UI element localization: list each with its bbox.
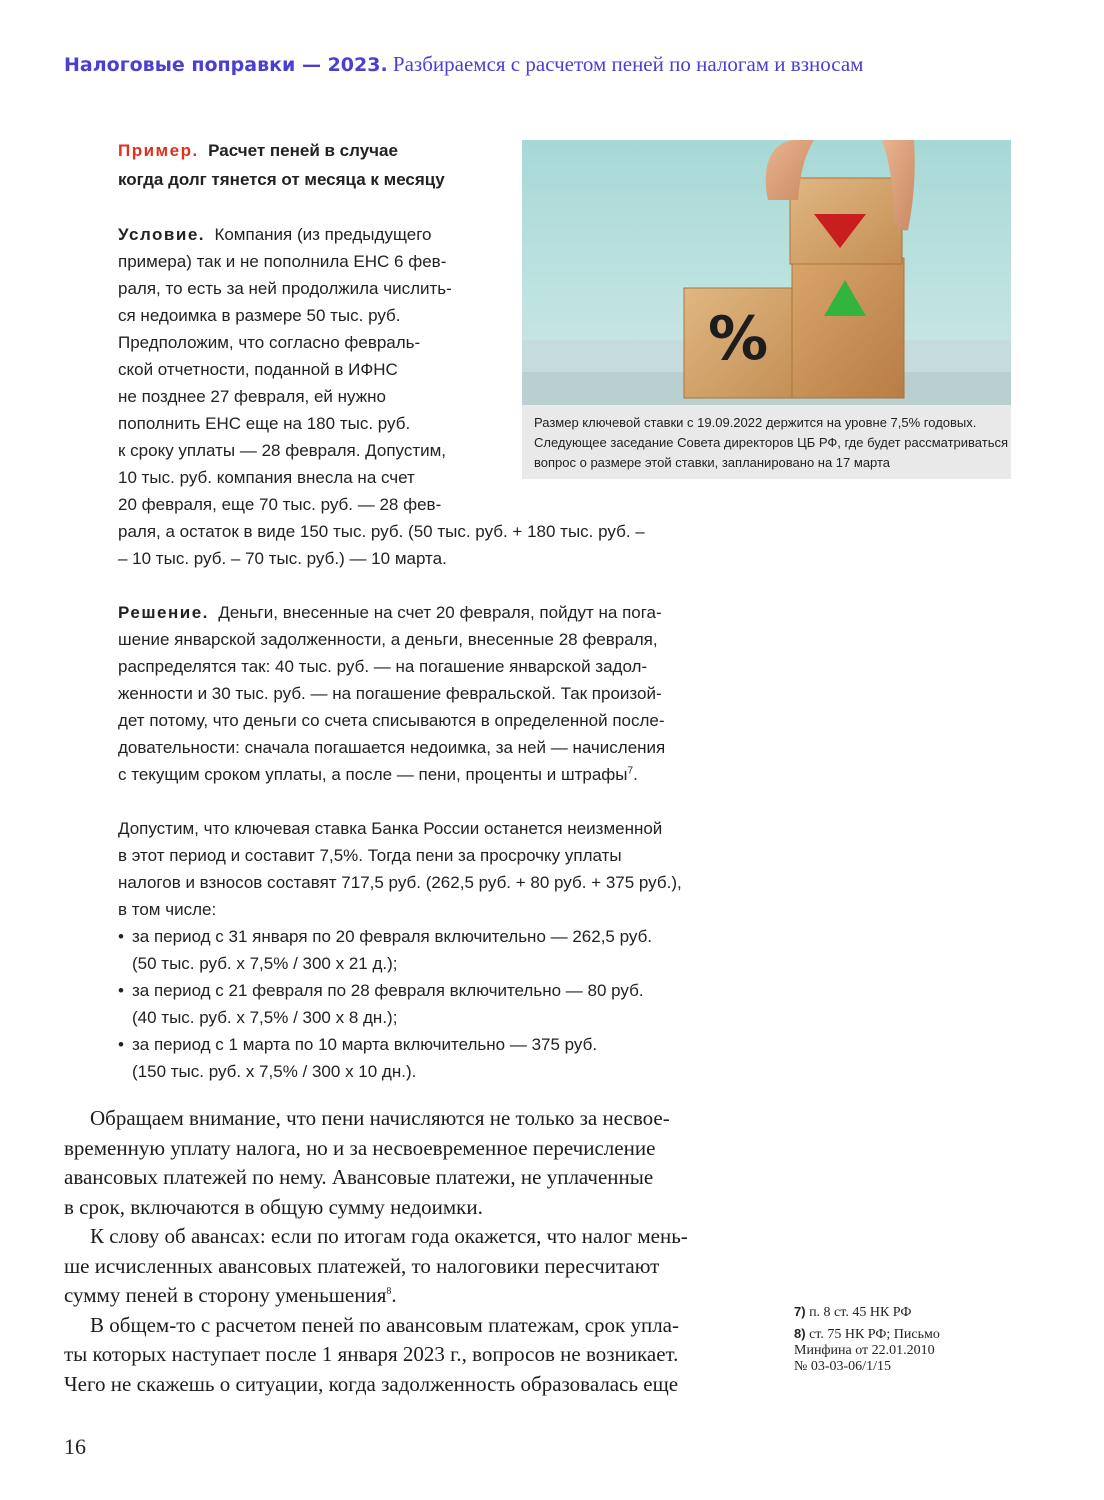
- body-line: авансовых платежей по нему. Авансовые платежи, не уплаченные: [64, 1165, 654, 1189]
- solution-line: женности и 30 тыс. руб. — на погашение февральской. Так произой-: [118, 684, 662, 703]
- bullet-item-cont: (150 тыс. руб. х 7,5% / 300 х 10 дн.).: [132, 1062, 417, 1081]
- calc-line: в том числе:: [118, 900, 217, 919]
- solution-label: Решение.: [118, 603, 209, 622]
- example-title-line-2: когда долг тянется от месяца к месяцу: [118, 170, 445, 189]
- calc-line: в этот период и составит 7,5%. Тогда пени за просрочку уплаты: [118, 846, 622, 865]
- condition-line: пополнить ЕНС еще на 180 тыс. руб.: [118, 414, 411, 433]
- footnote-ref-7: 7: [627, 765, 634, 777]
- bullet-dot-icon: •: [118, 927, 124, 946]
- body-line: временную уплату налога, но и за несвоевременное перечисление: [64, 1135, 656, 1160]
- key-rate-photo: [522, 140, 1011, 405]
- condition-line: ской отчетности, поданной в ИФНС: [118, 360, 398, 379]
- body-line: Обращаем внимание, что пени начисляются не только за несвое-: [90, 1106, 670, 1130]
- bullet-dot-icon: •: [118, 1035, 124, 1054]
- solution-line: Решение. Деньги, внесенные на счет 20 февраля, пойдут на пога-: [118, 603, 662, 622]
- caption-line: Размер ключевой ставки с 19.09.2022 держится на уровне 7,5% годовых.: [534, 415, 977, 430]
- solution-line: шение январской задолженности, а деньги, внесенные 28 февраля,: [118, 630, 658, 649]
- body-line: в срок, включаются в общую сумму недоимки.: [64, 1194, 483, 1219]
- condition-line: примера) так и не пополнила ЕНС 6 фев-: [118, 252, 447, 271]
- footnote-8-line: Минфина от 22.01.2010: [794, 1343, 935, 1358]
- condition-line: 10 тыс. руб. компания внесла на счет: [118, 468, 415, 487]
- example-label: Пример.: [118, 141, 199, 160]
- condition-line: 20 февраля, еще 70 тыс. руб. — 28 фев-: [118, 495, 442, 514]
- percent-symbol: %: [708, 304, 769, 374]
- photo-caption: [522, 405, 1011, 479]
- condition-line: Условие. Компания (из предыдущего: [118, 225, 432, 244]
- bullet-item-cont: (50 тыс. руб. х 7,5% / 300 х 21 д.);: [132, 954, 398, 973]
- footnote-8: 8) ст. 75 НК РФ; Письмо: [794, 1326, 940, 1342]
- condition-line: ся недоимка в размере 50 тыс. руб.: [118, 306, 401, 325]
- footnote-ref-8: 8: [386, 1286, 392, 1297]
- page-number: 16: [64, 1434, 86, 1459]
- body-line: В общем-то с расчетом пеней по авансовым платежам, срок упла-: [90, 1312, 679, 1337]
- solution-line: распределятся так: 40 тыс. руб. — на погашение январской задол-: [118, 657, 648, 676]
- footnotes: [794, 1304, 994, 1375]
- body-line: К слову об авансах: если по итогам года окажется, что налог мень-: [90, 1224, 688, 1248]
- bullet-item: • за период с 31 января по 20 февраля включительно — 262,5 руб.: [118, 923, 758, 950]
- header-title-rest: Разбираемся с расчетом пеней по налогам и взносам: [392, 52, 864, 76]
- calc-line: Допустим, что ключевая ставка Банка России останется неизменной: [118, 819, 663, 838]
- condition-line: Предположим, что согласно февраль-: [118, 333, 421, 352]
- body-line: Чего не скажешь о ситуации, когда задолженность образовалась еще: [64, 1371, 679, 1396]
- condition-line: раля, а остаток в виде 150 тыс. руб. (50 тыс. руб. + 180 тыс. руб. –: [118, 522, 645, 541]
- solution-line: дет потому, что деньги со счета списываются в определенной после-: [118, 711, 665, 730]
- caption-line: вопрос о размере этой ставки, запланировано на 17 марта: [534, 455, 891, 470]
- body-line: ше исчисленных авансовых платежей, то налоговики пересчитают: [64, 1253, 660, 1278]
- condition-label: Условие.: [118, 225, 205, 244]
- body-line: сумму пеней в сторону уменьшения$^8$.: [64, 1283, 397, 1307]
- bullet-item-cont: (40 тыс. руб. х 7,5% / 300 х 8 дн.);: [132, 1008, 398, 1027]
- bullet-dot-icon: •: [118, 981, 124, 1000]
- body-text: [64, 1104, 744, 1399]
- solution-line: с текущим сроком уплаты, а после — пени, проценты и штрафы$^7$.: [118, 765, 638, 784]
- footnote-8-line: № 03-03-06/1/15: [794, 1359, 891, 1374]
- caption-line: Следующее заседание Совета директоров ЦБ РФ, где будет рассматриваться: [534, 435, 1009, 450]
- condition-line: раля, то есть за ней продолжила числить-: [118, 279, 452, 298]
- footnote-7: 7) п. 8 ст. 45 НК РФ: [794, 1304, 912, 1320]
- body-line: ты которых наступает после 1 января 2023 г., вопросов не возникает.: [64, 1342, 679, 1366]
- example-title-line-1: Пример. Расчет пеней в случае: [118, 141, 398, 160]
- condition-line: к сроку уплаты — 28 февраля. Допустим,: [118, 441, 447, 460]
- bullet-item: • за период с 1 марта по 10 марта включительно — 375 руб.: [118, 1031, 758, 1058]
- solution-line: довательности: сначала погашается недоимка, за ней — начисления: [118, 738, 666, 757]
- header-title-bold: Налоговые поправки — 2023.: [64, 54, 388, 76]
- bullet-item: • за период с 21 февраля по 28 февраля включительно — 80 руб.: [118, 977, 758, 1004]
- condition-line: не позднее 27 февраля, ей нужно: [118, 387, 386, 406]
- calc-line: налогов и взносов составят 717,5 руб. (262,5 руб. + 80 руб. + 375 руб.),: [118, 873, 682, 892]
- condition-line: – 10 тыс. руб. – 70 тыс. руб.) — 10 марта.: [118, 549, 447, 568]
- running-header: [64, 52, 1044, 77]
